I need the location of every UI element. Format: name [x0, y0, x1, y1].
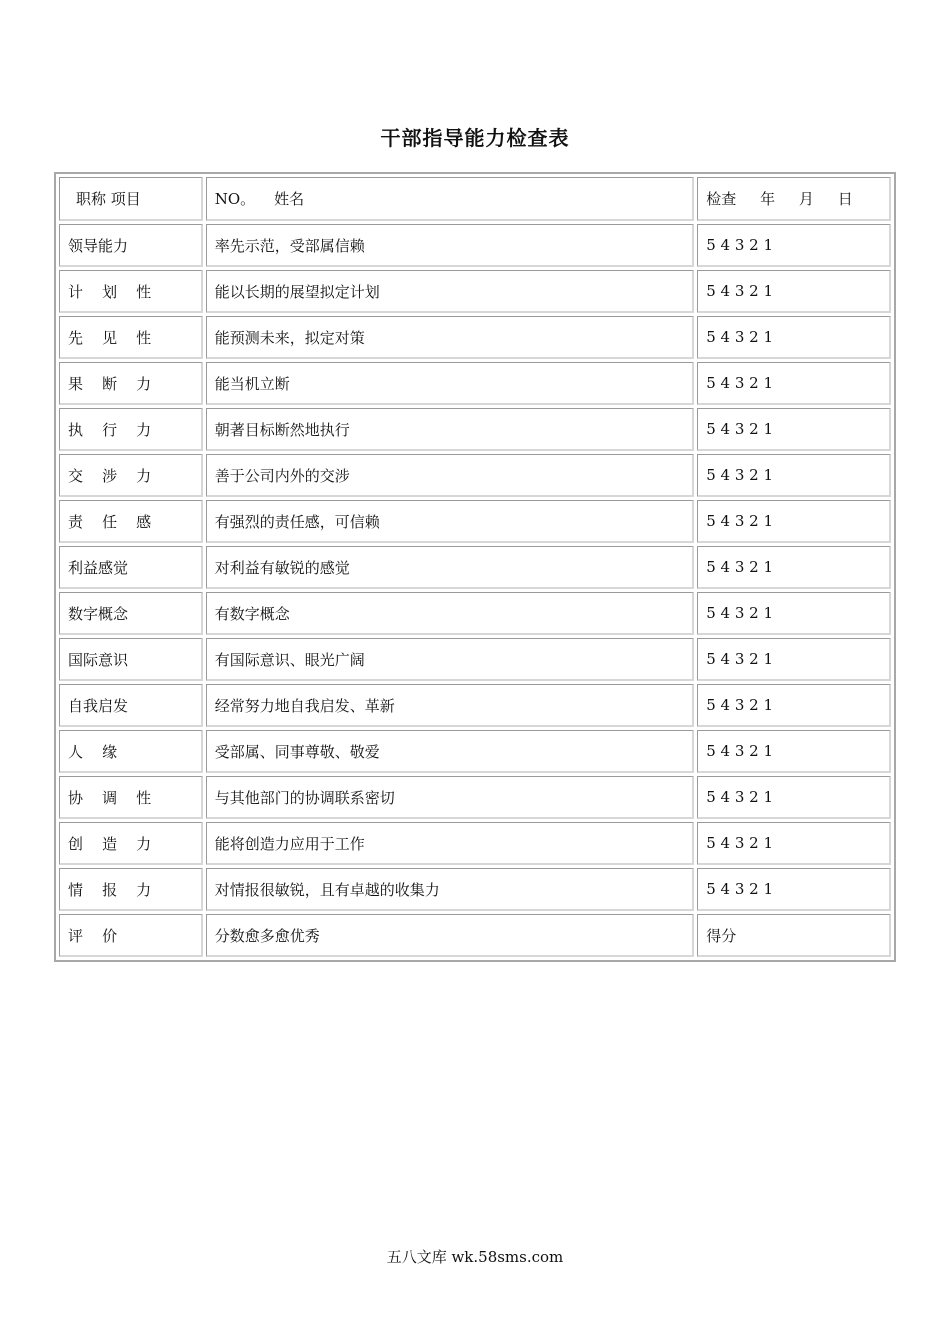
table-row — [59, 730, 891, 773]
row-description-cell: 对情报很敏锐，且有卓越的收集力 — [206, 868, 695, 911]
row-item-cell: 国际意识 — [59, 638, 203, 681]
table-row — [59, 270, 891, 313]
row-item-cell: 利益感觉 — [59, 546, 203, 589]
row-description-cell: 率先示范，受部属信赖 — [206, 224, 695, 267]
page-title: 干部指导能力检查表 — [380, 126, 570, 150]
row-description-cell: 善于公司内外的交涉 — [206, 454, 695, 497]
row-item-cell: 自我启发 — [59, 684, 203, 727]
row-item-cell: 数字概念 — [59, 592, 203, 635]
row-score-cell: 5 4 3 2 1 — [697, 868, 891, 911]
row-description-cell: 分数愈多愈优秀 — [206, 914, 695, 957]
row-item-cell: 果 断 力 — [59, 362, 203, 405]
table-row — [59, 592, 891, 635]
row-description-cell: 受部属、同事尊敬、敬爱 — [206, 730, 695, 773]
row-description-cell: 能以长期的展望拟定计划 — [206, 270, 695, 313]
table-row — [59, 822, 891, 865]
table-row — [59, 914, 891, 957]
table-row — [59, 362, 891, 405]
row-item-cell: 领导能力 — [59, 224, 203, 267]
row-score-cell: 5 4 3 2 1 — [697, 270, 891, 313]
row-score-cell: 5 4 3 2 1 — [697, 684, 891, 727]
header-item-cell — [59, 177, 203, 221]
row-score-cell: 5 4 3 2 1 — [697, 730, 891, 773]
row-score-cell: 5 4 3 2 1 — [697, 224, 891, 267]
table-header-row — [59, 177, 891, 221]
row-item-cell: 先 见 性 — [59, 316, 203, 359]
row-item-cell: 情 报 力 — [59, 868, 203, 911]
header-date-label: 检查 年 月 日 — [706, 190, 853, 208]
row-score-cell: 5 4 3 2 1 — [697, 776, 891, 819]
header-date-cell — [697, 177, 891, 221]
row-description-cell: 能将创造力应用于工作 — [206, 822, 695, 865]
table-row — [59, 546, 891, 589]
row-description-cell: 经常努力地自我启发、革新 — [206, 684, 695, 727]
row-item-cell: 创 造 力 — [59, 822, 203, 865]
row-score-cell: 5 4 3 2 1 — [697, 454, 891, 497]
table-row — [59, 408, 891, 451]
row-score-cell: 5 4 3 2 1 — [697, 592, 891, 635]
table-row — [59, 500, 891, 543]
table-row — [59, 638, 891, 681]
table-row — [59, 776, 891, 819]
row-score-cell: 5 4 3 2 1 — [697, 316, 891, 359]
row-score-cell: 5 4 3 2 1 — [697, 546, 891, 589]
row-description-cell: 与其他部门的协调联系密切 — [206, 776, 695, 819]
table-body — [59, 177, 891, 957]
row-score-cell: 5 4 3 2 1 — [697, 362, 891, 405]
table-row — [59, 224, 891, 267]
row-item-cell: 协 调 性 — [59, 776, 203, 819]
row-description-cell: 有数字概念 — [206, 592, 695, 635]
row-description-cell: 有强烈的责任感，可信赖 — [206, 500, 695, 543]
leadership-checklist-table — [54, 172, 896, 962]
row-item-cell: 执 行 力 — [59, 408, 203, 451]
header-name-label: NO。 姓名 — [214, 190, 305, 208]
row-score-cell: 5 4 3 2 1 — [697, 822, 891, 865]
row-item-cell: 人 缘 — [59, 730, 203, 773]
row-score-cell: 5 4 3 2 1 — [697, 500, 891, 543]
row-description-cell: 能预测未来，拟定对策 — [206, 316, 695, 359]
row-item-cell: 计 划 性 — [59, 270, 203, 313]
table-row — [59, 684, 891, 727]
table-row — [59, 316, 891, 359]
header-item-label: 职称 项目 — [76, 190, 141, 208]
row-score-cell: 得分 — [697, 914, 891, 957]
footer-watermark: 五八文库 wk.58sms.com — [386, 1248, 564, 1266]
row-score-cell: 5 4 3 2 1 — [697, 408, 891, 451]
row-description-cell: 对利益有敏锐的感觉 — [206, 546, 695, 589]
row-description-cell: 有国际意识、眼光广阔 — [206, 638, 695, 681]
table-row — [59, 868, 891, 911]
row-description-cell: 能当机立断 — [206, 362, 695, 405]
table-row — [59, 454, 891, 497]
header-name-cell — [206, 177, 695, 221]
row-description-cell: 朝著目标断然地执行 — [206, 408, 695, 451]
row-item-cell: 交 涉 力 — [59, 454, 203, 497]
row-score-cell: 5 4 3 2 1 — [697, 638, 891, 681]
row-item-cell: 责 任 感 — [59, 500, 203, 543]
row-item-cell: 评 价 — [59, 914, 203, 957]
